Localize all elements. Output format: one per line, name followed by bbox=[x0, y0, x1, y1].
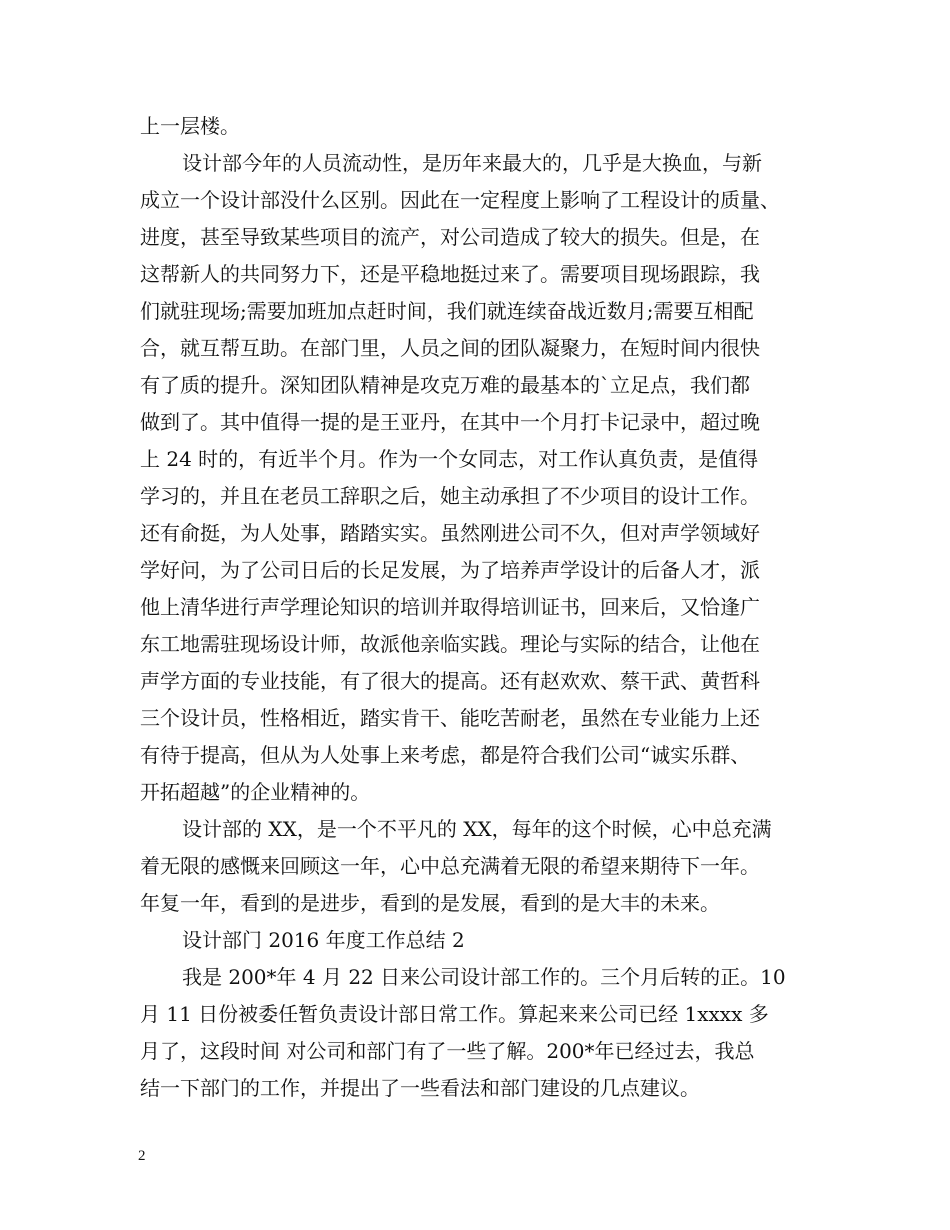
text-line: 合，就互帮互助。在部门里，人员之间的团队凝聚力，在短时间内很快 bbox=[140, 336, 760, 360]
text-line: 月了，这段时间 对公司和部门有了一些了解。200*年已经过去，我总 bbox=[140, 1039, 755, 1063]
page-number: 2 bbox=[138, 1148, 146, 1164]
text-line: 有待于提高，但从为人处事上来考虑，都是符合我们公司“诚实乐群、 bbox=[140, 743, 751, 767]
text-line: 学习的，并且在老员工辞职之后，她主动承担了不少项目的设计工作。 bbox=[140, 484, 760, 508]
text-line: 三个设计员，性格相近，踏实肯干、能吃苦耐老，虽然在专业能力上还 bbox=[140, 706, 760, 730]
text-line: 进度，甚至导致某些项目的流产，对公司造成了较大的损失。但是，在 bbox=[140, 225, 760, 249]
text-line: 设计部的 XX，是一个不平凡的 XX，每年的这个时候，心中总充满 bbox=[182, 817, 772, 841]
text-line: 我是 200*年 4 月 22 日来公司设计部工作的。三个月后转的正。10 bbox=[182, 965, 786, 989]
text-line: 这帮新人的共同努力下，还是平稳地挺过来了。需要项目现场跟踪，我 bbox=[140, 262, 760, 286]
text-line: 开拓超越”的企业精神的。 bbox=[140, 780, 371, 804]
text-line: 们就驻现场;需要加班加点赶时间，我们就连续奋战近数月;需要互相配 bbox=[140, 299, 754, 323]
text-line: 着无限的感慨来回顾这一年，心中总充满着无限的希望来期待下一年。 bbox=[140, 854, 760, 878]
text-line: 上 24 时的，有近半个月。作为一个女同志，对工作认真负责，是值得 bbox=[140, 447, 759, 471]
text-line: 做到了。其中值得一提的是王亚丹，在其中一个月打卡记录中，超过晚 bbox=[140, 410, 760, 434]
text-line: 还有俞挺，为人处事，踏踏实实。虽然刚进公司不久，但对声学领域好 bbox=[140, 521, 760, 545]
text-line: 年复一年，看到的是进步，看到的是发展，看到的是大丰的未来。 bbox=[140, 891, 720, 915]
text-line: 他上清华进行声学理论知识的培训并取得培训证书，回来后，又恰逢广 bbox=[140, 595, 760, 619]
text-line: 月 11 日份被委任暂负责设计部日常工作。算起来来公司已经 1xxxx 多 bbox=[140, 1002, 769, 1026]
text-line: 上一层楼。 bbox=[140, 114, 240, 138]
text-line: 有了质的提升。深知团队精神是攻克万难的最基本的`立足点，我们都 bbox=[140, 373, 750, 397]
text-line: 东工地需驻现场设计师，故派他亲临实践。理论与实际的结合，让他在 bbox=[140, 632, 760, 656]
text-line: 结一下部门的工作，并提出了一些看法和部门建设的几点建议。 bbox=[140, 1076, 700, 1100]
section-heading: 设计部门 2016 年度工作总结 2 bbox=[182, 928, 465, 952]
text-line: 声学方面的专业技能，有了很大的提高。还有赵欢欢、蔡干武、黄哲科 bbox=[140, 669, 760, 693]
document-body bbox=[140, 108, 820, 1107]
text-line: 设计部今年的人员流动性，是历年来最大的，几乎是大换血，与新 bbox=[182, 151, 762, 175]
text-line: 成立一个设计部没什么区别。因此在一定程度上影响了工程设计的质量、 bbox=[140, 188, 780, 212]
text-line: 学好问，为了公司日后的长足发展，为了培养声学设计的后备人才，派 bbox=[140, 558, 760, 582]
